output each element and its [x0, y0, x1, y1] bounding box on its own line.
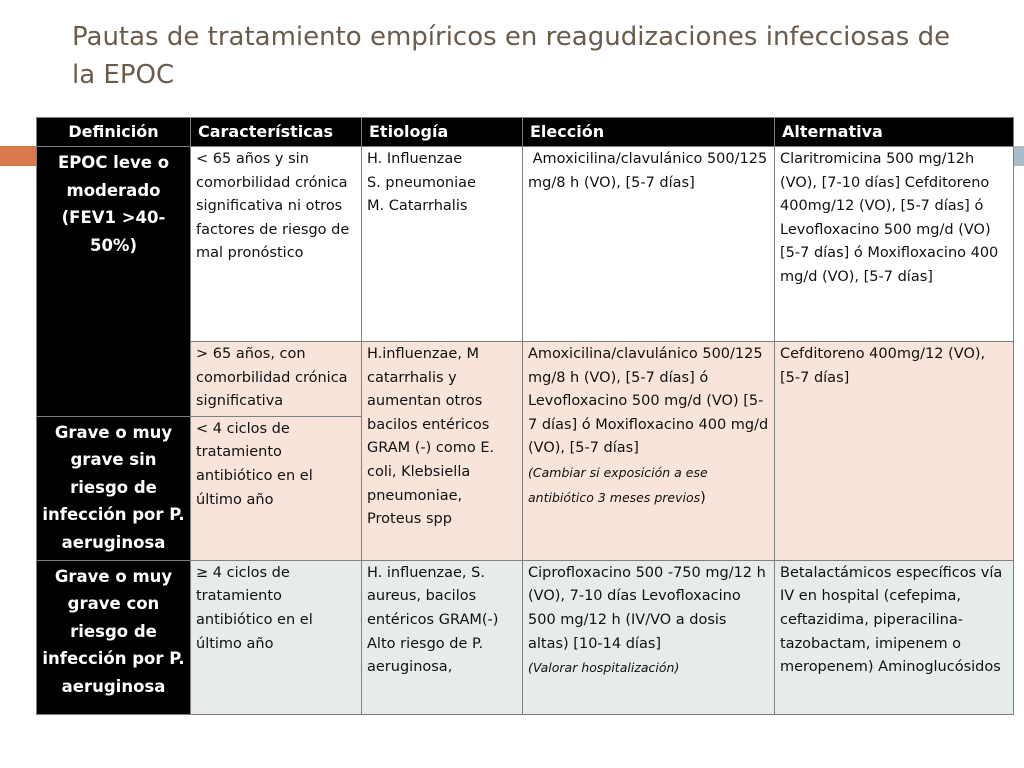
alternativa-cell: Betalactámicos específicos vía IV en hospital (cefepima, ceftazidima, piperacilina-tazobactam, imipenem o meropenem) Aminoglucósidos	[775, 560, 1014, 714]
pathogen-item: H. Influenzae	[367, 151, 463, 167]
eleccion-cell	[523, 342, 775, 561]
table-row	[37, 147, 1014, 342]
etiologia-cell: H. influenzae, S. aureus, bacilos entéricos GRAM(-) Alto riesgo de P. aeruginosa,	[362, 560, 523, 714]
table-header-row	[37, 118, 1014, 147]
pathogen-item: S. pneumoniae	[367, 174, 476, 191]
definition-cell-leve: EPOC leve o moderado (FEV1 >40-50%)	[37, 147, 191, 417]
caracteristicas-cell: < 65 años y sin comorbilidad crónica significativa ni otros factores de riesgo de mal pronóstico	[191, 147, 362, 342]
eleccion-text: Ciprofloxacino 500 -750 mg/12 h (VO), 7-10 días Levofloxacino 500 mg/12 h (IV/VO a dosis altas) [10-14 días]	[528, 564, 766, 652]
accent-bar-left	[0, 146, 36, 166]
header-caracteristicas: Características	[191, 118, 362, 147]
eleccion-cell: Amoxicilina/clavulánico 500/125 mg/8 h (VO), [5-7 días]	[523, 147, 775, 342]
alternativa-cell: Claritromicina 500 mg/12h (VO), [7-10 días] Cefditoreno 400mg/12 (VO), [5-7 días] ó Levofloxacino 500 mg/d (VO) [5-7 días] ó Moxifloxacino 400 mg/d (VO), [5-7 días]	[775, 147, 1014, 342]
eleccion-note: (Cambiar si exposición a ese antibiótico 3 meses previos)	[528, 464, 708, 506]
table-row	[37, 560, 1014, 714]
eleccion-cell	[523, 560, 775, 714]
caracteristicas-cell: < 4 ciclos de tratamiento antibiótico en el último año	[191, 416, 362, 560]
caracteristicas-cell: ≥ 4 ciclos de tratamiento antibiótico en el último año	[191, 560, 362, 714]
accent-bar-right	[1013, 146, 1024, 166]
treatment-table	[36, 117, 1014, 715]
caracteristicas-cell: > 65 años, con comorbilidad crónica significativa	[191, 342, 362, 417]
eleccion-text: Amoxicilina/clavulánico 500/125 mg/8 h (VO), [5-7 días] ó Levofloxacino 500 mg/d (VO) [5-7 días] ó Moxifloxacino 400 mg/d (VO), [5-7 días]	[528, 346, 769, 457]
slide-title: Pautas de tratamiento empíricos en reagudizaciones infecciosas de la EPOC	[72, 22, 951, 90]
pathogen-item: M. Catarrhalis	[367, 198, 468, 215]
alternativa-cell: Cefditoreno 400mg/12 (VO), [5-7 días]	[775, 342, 1014, 561]
etiologia-cell: H.influenzae, M catarrhalis y aumentan otros bacilos entéricos GRAM (-) como E. coli, Klebsiella pneumoniae, Proteus spp	[362, 342, 523, 561]
header-etiologia: Etiología	[362, 118, 523, 147]
header-definicion: Definición	[37, 118, 191, 147]
header-alternativa: Alternativa	[775, 118, 1014, 147]
definition-cell-grave-con-riesgo: Grave o muy grave con riesgo de infección por P. aeruginosa	[37, 560, 191, 714]
etiologia-cell	[362, 147, 523, 342]
definition-cell-grave-sin-riesgo: Grave o muy grave sin riesgo de infección por P. aeruginosa	[37, 416, 191, 560]
eleccion-note: (Valorar hospitalización)	[528, 660, 680, 676]
header-eleccion: Elección	[523, 118, 775, 147]
